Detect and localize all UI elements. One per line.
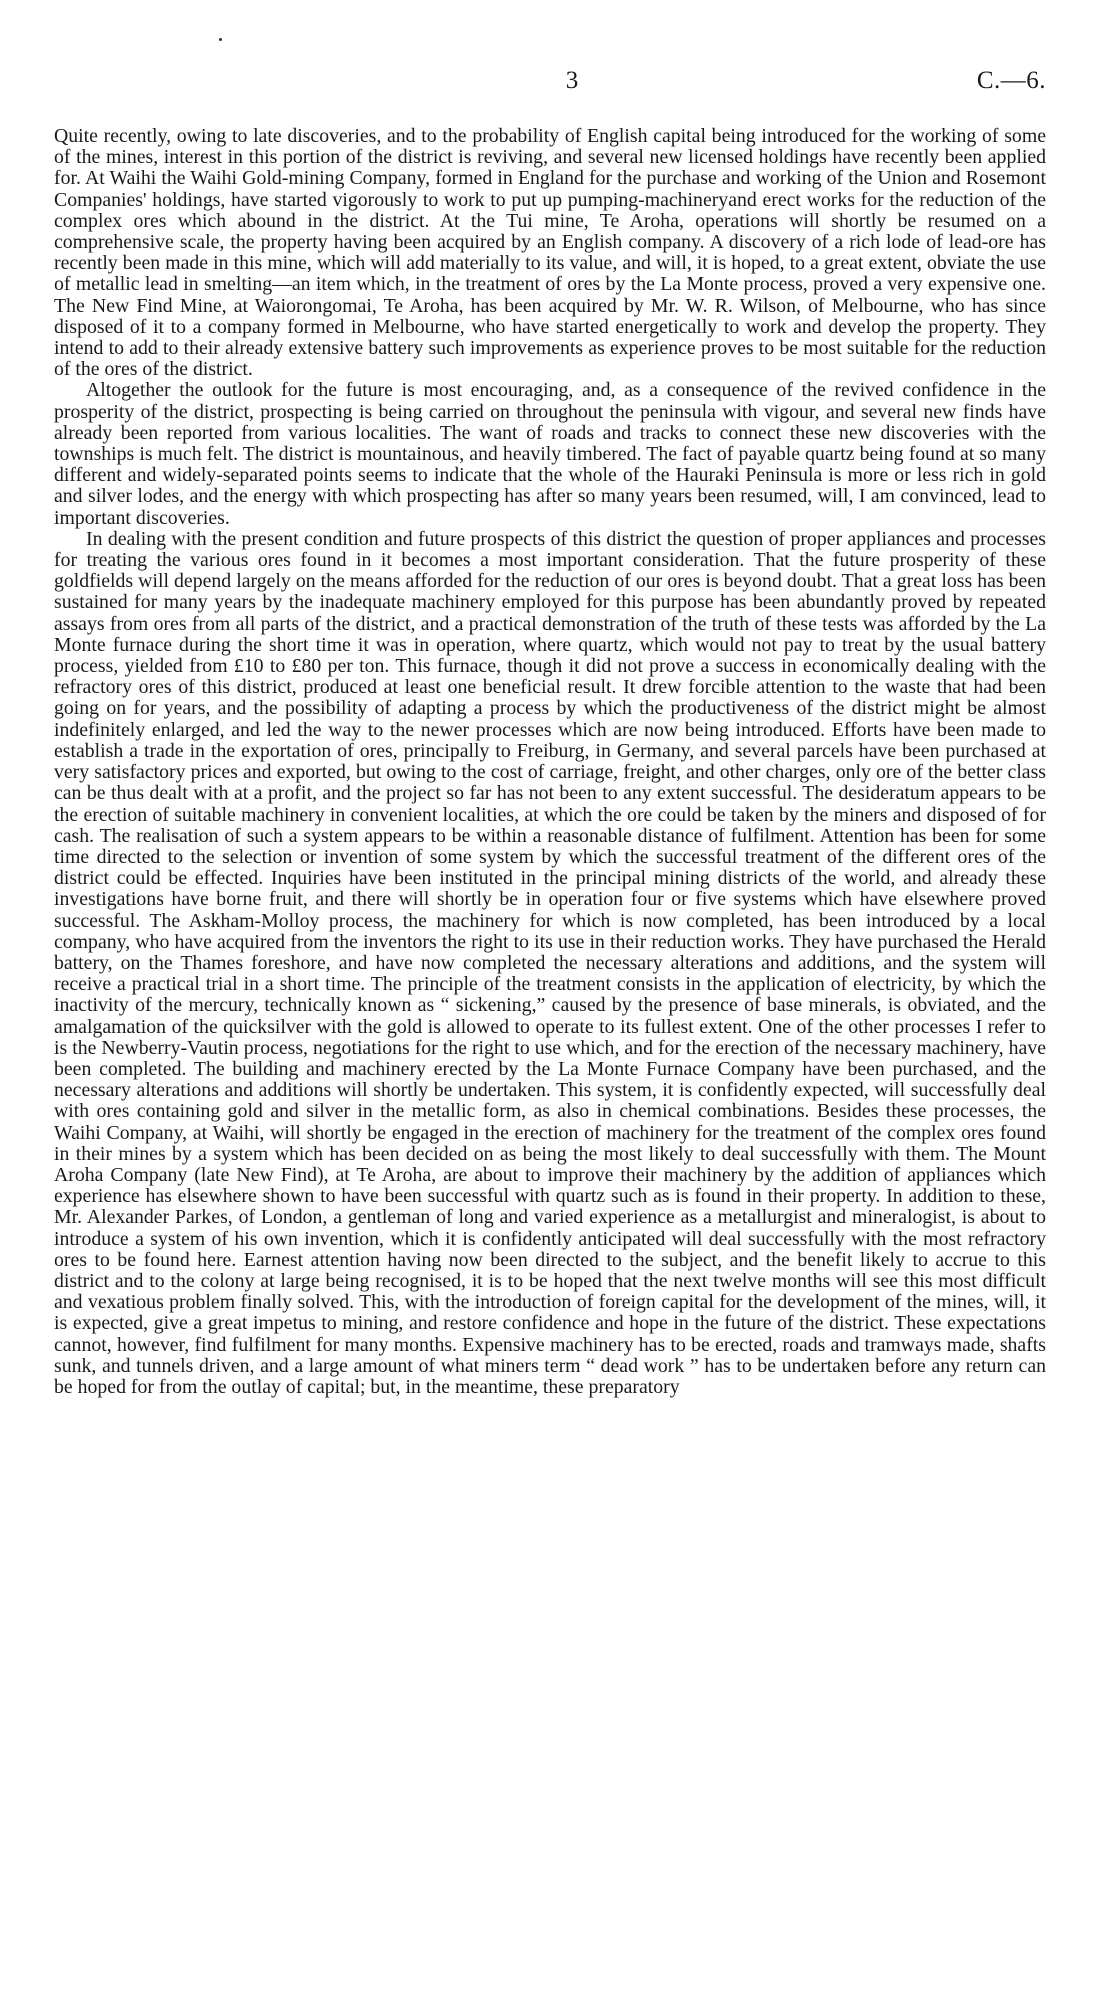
stray-ink-dot bbox=[219, 38, 222, 41]
document-reference: C.—6. bbox=[976, 67, 1046, 94]
page-number: 3 bbox=[565, 67, 579, 94]
page-header bbox=[54, 66, 1046, 102]
paragraph-3: In dealing with the present condition and future prospects of this district the question of proper appliances and processes for treating the various ores found in it becomes a most important consideration. That the future prosperity of these goldfields will depend largely on the means afforded for the reduction of our ores is beyond doubt. That a great loss has been sustained for many years by the inadequate machinery employed for this purpose has been abundantly proved by repeated assays from ores from all parts of the district, and a practical demonstration of the truth of these tests was afforded by the La Monte furnace during the short time it was in operation, where quartz, which would not pay to treat by the usual battery process, yielded from £10 to £80 per ton. This furnace, though it did not prove a success in economically dealing with the refractory ores of this district, produced at least one beneficial result. It drew forcible attention to the waste that had been going on for years, and the possibility of adapting a process by which the productiveness of the district might be almost indefinitely enlarged, and led the way to the newer processes which are now being introduced. Efforts have been made to establish a trade in the exportation of ores, principally to Freiburg, in Germany, and several parcels have been purchased at very satisfactory prices and exported, but owing to the cost of carriage, freight, and other charges, only ore of the better class can be thus dealt with at a profit, and the project so far has not been to any extent successful. The desideratum appears to be the erection of suitable machinery in convenient localities, at which the ore could be taken by the miners and disposed of for cash. The realisation of such a system appears to be within a reasonable distance of fulfilment. Attention has been for some time directed to the selection or invention of some system by which the successful treatment of the different ores of the district could be effected. Inquiries have been instituted in the principal mining districts of the world, and already these investigations have borne fruit, and there will shortly be in operation four or five systems which have elsewhere proved successful. The Askham-Molloy process, the machinery for which is now completed, has been introduced by a local company, who have acquired from the inventors the right to its use in their reduction works. They have purchased the Herald battery, on the Thames foreshore, and have now completed the necessary alterations and additions, and the system will receive a practical trial in a short time. The principle of the treatment consists in the application of electricity, by which the inactivity of the mercury, technically known as “ sickening,” caused by the presence of base minerals, is obviated, and the amalgamation of the quicksilver with the gold is allowed to operate to its fullest extent. One of the other processes I refer to is the Newberry-Vautin process, negotiations for the right to use which, and for the erection of the necessary machinery, have been completed. The building and machinery erected by the La Monte Furnace Company have been purchased, and the necessary alterations and additions will shortly be undertaken. This system, it is confidently expected, will successfully deal with ores containing gold and silver in the metallic form, as also in chemical combinations. Besides these processes, the Waihi Company, at Waihi, will shortly be engaged in the erection of machinery for the treatment of the complex ores found in their mines by a system which has been decided on as being the most likely to deal successfully with them. The Mount Aroha Company (late New Find), at Te Aroha, are about to improve their machinery by the addition of appliances which experience has elsewhere shown to have been successful with quartz such as is found in their property. In addition to these, Mr. Alexander Parkes, of London, a gentleman of long and varied experience as a metallurgist and mineralogist, is about to introduce a system of his own invention, which it is confidently anticipated will deal successfully with the most refractory ores to be found here. Earnest attention having now been directed to the subject, and the benefit likely to accrue to this district and to the colony at large being recognised, it is to be hoped that the next twelve months will see this most difficult and vexatious problem finally solved. This, with the introduction of foreign capital for the development of the mines, will, it is expected, give a great impetus to mining, and restore confidence and hope in the future of the district. These expectations cannot, however, find fulfilment for many months. Expensive machinery has to be erected, roads and tramways made, shafts sunk, and tunnels driven, and a large amount of what miners term “ dead work ” has to be undertaken before any return can be hoped for from the outlay of capital; but, in the meantime, these preparatory bbox=[54, 527, 1046, 1398]
body-text bbox=[54, 126, 1046, 1398]
paragraph-2: Altogether the outlook for the future is most encouraging, and, as a consequence of the revived confidence in the prosperity of the district, prospecting is being carried on throughout the peninsula with vigour, and several new finds have already been reported from various localities. The want of roads and tracks to connect these new discoveries with the townships is much felt. The district is mountainous, and heavily timbered. The fact of payable quartz being found at so many different and widely-separated points seems to indicate that the whole of the Hauraki Peninsula is more or less rich in gold and silver lodes, and the energy with which prospecting has after so many years been resumed, will, I am convinced, lead to important discoveries. bbox=[54, 379, 1046, 529]
paragraph-1: Quite recently, owing to late discoveries, and to the probability of English capital being introduced for the working of some of the mines, interest in this portion of the district is reviving, and several new licensed holdings have recently been applied for. At Waihi the Waihi Gold-mining Company, formed in England for the purchase and working of the Union and Rosemont Companies' holdings, have started vigorously to work to put up pumping-machineryand erect works for the reduction of the complex ores which abound in the district. At the Tui mine, Te Aroha, operations will shortly be resumed on a comprehensive scale, the property having been acquired by an English company. A discovery of a rich lode of lead-ore has recently been made in this mine, which will add materially to its value, and will, it is hoped, to a great extent, obviate the use of metallic lead in smelting—an item which, in the treatment of ores by the La Monte process, proved a very expensive one. The New Find Mine, at Waiorongomai, Te Aroha, has been acquired by Mr. W. R. Wilson, of Melbourne, who has since disposed of it to a company formed in Melbourne, who have started energetically to work and develop the property. They intend to add to their already extensive battery such improvements as experience proves to be most suitable for the reduction of the ores of the district. bbox=[54, 125, 1046, 381]
